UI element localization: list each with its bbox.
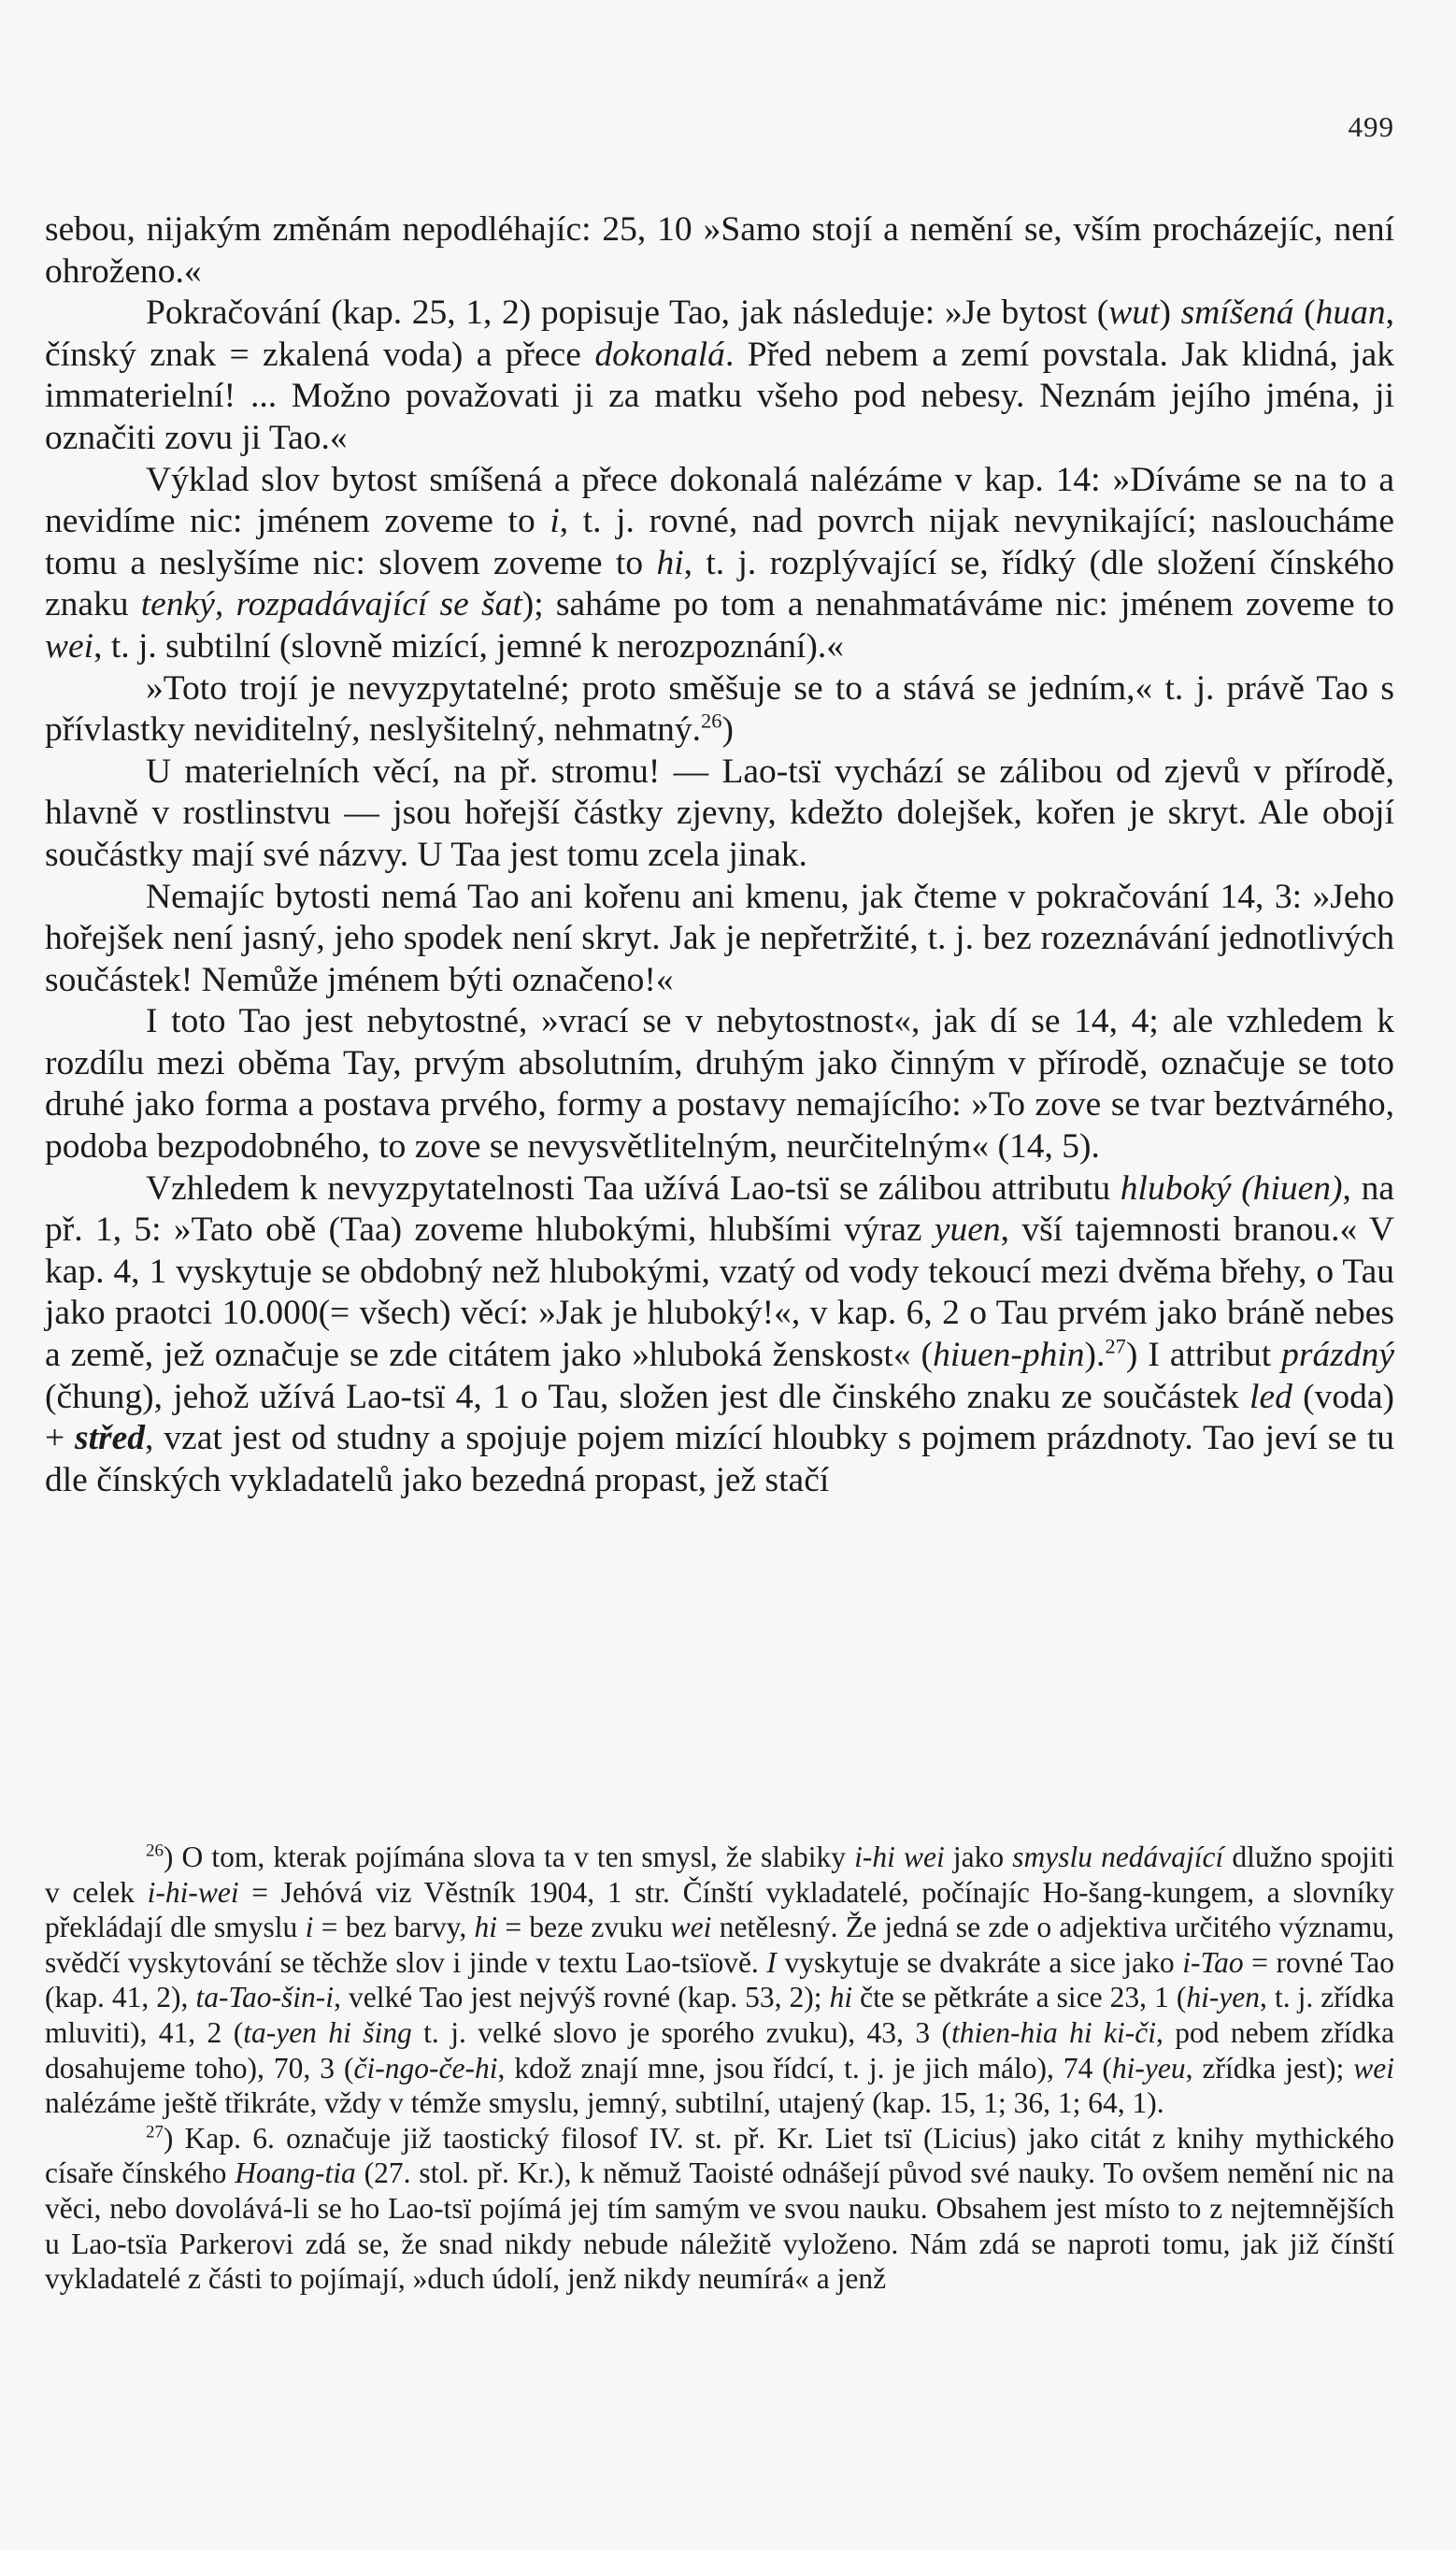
paragraph: Výklad slov bytost smíšená a přece dokonalá nalézáme v kap. 14: »Díváme se na to a nevidíme nic: jménem zoveme to i, t. j. rovné, nad povrch nijak nevynikající; nasloucháme tomu a neslyšíme nic: slovem zoveme to hi, t. j. rozplývající se, řídký (dle složení čínského znaku tenký, rozpadávající se šat); saháme po tom a nenahmatáváme nic: jménem zoveme to wei, t. j. subtilní (slovně mizící, jemné k nerozpoznání).« xyxy=(45,460,1394,666)
paragraph: »Toto trojí je nevyzpytatelné; proto směšuje se to a stává se jedním,« t. j. právě Tao s přívlastky neviditelný, neslyšitelný, nehmatný.$^{26}$) xyxy=(45,668,1394,750)
footnotes xyxy=(45,1840,1394,2297)
main-text xyxy=(45,209,1394,1501)
footnote-27: $^{27}$) Kap. 6. označuje již taostický filosof IV. st. př. Kr. Liet tsï (Licius) jako citát z knihy mythického císaře čínského Hoang-tia (27. stol. př. Kr.), k němuž Taoisté odnášejí původ své nauky. To ovšem nemění nic na věci, nebo dovolává-li se ho Lao-tsï pojímá jej tím samým ve svou nauku. Obsahem jest místo to z nejtemnějších u Lao-tsïa Parkerovi zdá se, že snad nikdy nebude náležitě vyloženo. Nám zdá se naproti tomu, jak již čínští vykladatelé z části to pojímají, »duch údolí, jenž nikdy neumírá« a jenž xyxy=(45,2121,1395,2296)
footnote-26: $^{26}$) O tom, kterak pojímána slova ta v ten smysl, že slabiky i-hi wei jako smyslu nedávající dlužno spojiti v celek i-hi-wei = Jehóvá viz Věstník 1904, 1 str. Čínští vykladatelé, počínajíc Ho-šang-kungem, a slovníky překládají dle smyslu i = bez barvy, hi = beze zvuku wei netělesný. Že jedná se zde o adjektiva určitého významu, svědčí vyskytování se těchže slov i jinde v textu Lao-tsïově. I vyskytuje se dvakráte a sice jako i-Tao = rovné Tao (kap. 41, 2), ta-Tao-šin-i, velké Tao jest nejvýš rovné (kap. 53, 2); hi čte se pětkráte a sice 23, 1 (hi-yen, t. j. zřídka mluviti), 41, 2 (ta-yen hi šing t. j. velké slovo je sporého zvuku), 43, 3 (thien-hia hi ki-či, pod nebem zřídka dosahujeme toho), 70, 3 (či-ngo-če-hi, kdož znají mne, jsou řídcí, t. j. je jich málo), 74 (hi-yeu, zřídka jest); wei nalézáme ještě třikráte, vždy v témže smyslu, jemný, subtilní, utajený (kap. 15, 1; 36, 1; 64, 1). xyxy=(45,1841,1395,2120)
paragraph: sebou, nijakým změnám nepodléhajíc: 25, 10 »Samo stojí a nemění se, vším procházejíc, není ohroženo.« xyxy=(45,210,1394,291)
page-number: 499 xyxy=(1348,110,1394,143)
paragraph: U materielních věcí, na př. stromu! — Lao-tsï vychází se zálibou od zjevů v přírodě, hlavně v rostlinstvu — jsou hořejší částky zjevny, kdežto dolejšek, kořen je skryt. Ale obojí součástky mají své názvy. U Taa jest tomu zcela jinak. xyxy=(45,752,1394,874)
paragraph: Nemajíc bytosti nemá Tao ani kořenu ani kmenu, jak čteme v pokračování 14, 3: »Jeho hořejšek není jasný, jeho spodek není skryt. Jak je nepřetržité, t. j. bez rozeznávání jednotlivých součástek! Nemůže jménem býti označeno!« xyxy=(45,877,1394,999)
paragraph: I toto Tao jest nebytostné, »vrací se v nebytostnost«, jak dí se 14, 4; ale vzhledem k rozdílu mezi oběma Tay, prvým absolutním, druhým jako činným v přírodě, označuje se toto druhé jako forma a postava prvého, formy a postavy nemajícího: »To zove se tvar beztvárného, podoba bezpodobného, to zove se nevysvětlitelným, neurčitelným« (14, 5). xyxy=(45,1002,1394,1167)
paragraph: Vzhledem k nevyzpytatelnosti Taa užívá Lao-tsï se zálibou attributu hluboký (hiuen), na př. 1, 5: »Tato obě (Taa) zoveme hlubokými, hlubšími výraz yuen, vší tajemnosti branou.« V kap. 4, 1 vyskytuje se obdobný než hlubokými, vzatý od vody tekoucí mezi dvěma břehy, o Tau jako praotci 10.000(= všech) věcí: »Jak je hluboký!«, v kap. 6, 2 o Tau prvém jako bráně nebes a země, jež označuje se zde citátem jako »hluboká ženskost« (hiuen-phin).$^{27}$) I attribut prázdný (čhung), jehož užívá Lao-tsï 4, 1 o Tau, složen jest dle činského znaku ze součástek led (voda) + střed, vzat jest od studny a spojuje pojem mizící hloubky s pojmem prázdnoty. Tao jeví se tu dle čínských vykladatelů jako bezedná propast, jež stačí xyxy=(45,1168,1395,1499)
paragraph: Pokračování (kap. 25, 1, 2) popisuje Tao, jak následuje: »Je bytost (wut) smíšená (huan, čínský znak = zkalená voda) a přece dokonalá. Před nebem a zemí povstala. Jak klidná, jak immaterielní! ... Možno považovati ji za matku všeho pod nebesy. Neznám jejího jména, ji označiti zovu ji Tao.« xyxy=(45,294,1394,457)
